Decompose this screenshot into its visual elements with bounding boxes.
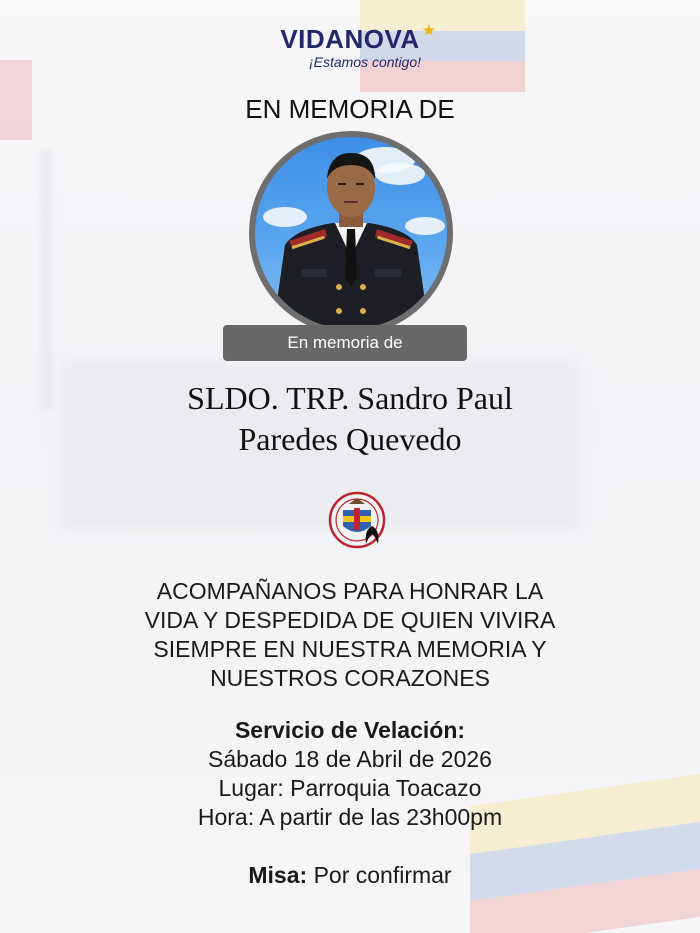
tribute-message [0,577,700,693]
message-line: ACOMPAÑANOS PARA HONRAR LA [156,578,544,604]
mass-value: Por confirmar [313,862,452,888]
message-line: VIDA Y DESPEDIDA DE QUIEN VIVIRA [144,607,556,633]
service-heading: Servicio de Velación: [234,717,466,743]
message-line: NUESTROS CORAZONES [210,665,490,691]
vidanova-logo [0,24,700,70]
deceased-name-line2: Paredes Quevedo [238,421,462,457]
service-date: Sábado 18 de Abril de 2026 [208,746,492,772]
military-crest-with-mourning-ribbon-icon [328,490,392,554]
star-icon: ★ [422,22,436,38]
service-place: Lugar: Parroquia Toacazo [218,775,482,801]
mass-info [0,862,700,889]
brand-name: VIDANOVA [280,24,420,54]
memoriam-ribbon: En memoria de [223,325,467,361]
message-line: SIEMPRE EN NUESTRA MEMORIA Y [153,636,547,662]
deceased-portrait [249,131,453,335]
page-title: EN MEMORIA DE [245,94,455,124]
deceased-name [0,378,700,460]
soldier-portrait [255,137,447,329]
brand-tagline: ¡Estamos contigo! [308,54,422,70]
wake-service-details [0,716,700,832]
service-time: Hora: A partir de las 23h00pm [197,804,503,830]
mass-label: Misa: [248,862,308,888]
deceased-name-line1: SLDO. TRP. Sandro Paul [187,380,513,416]
